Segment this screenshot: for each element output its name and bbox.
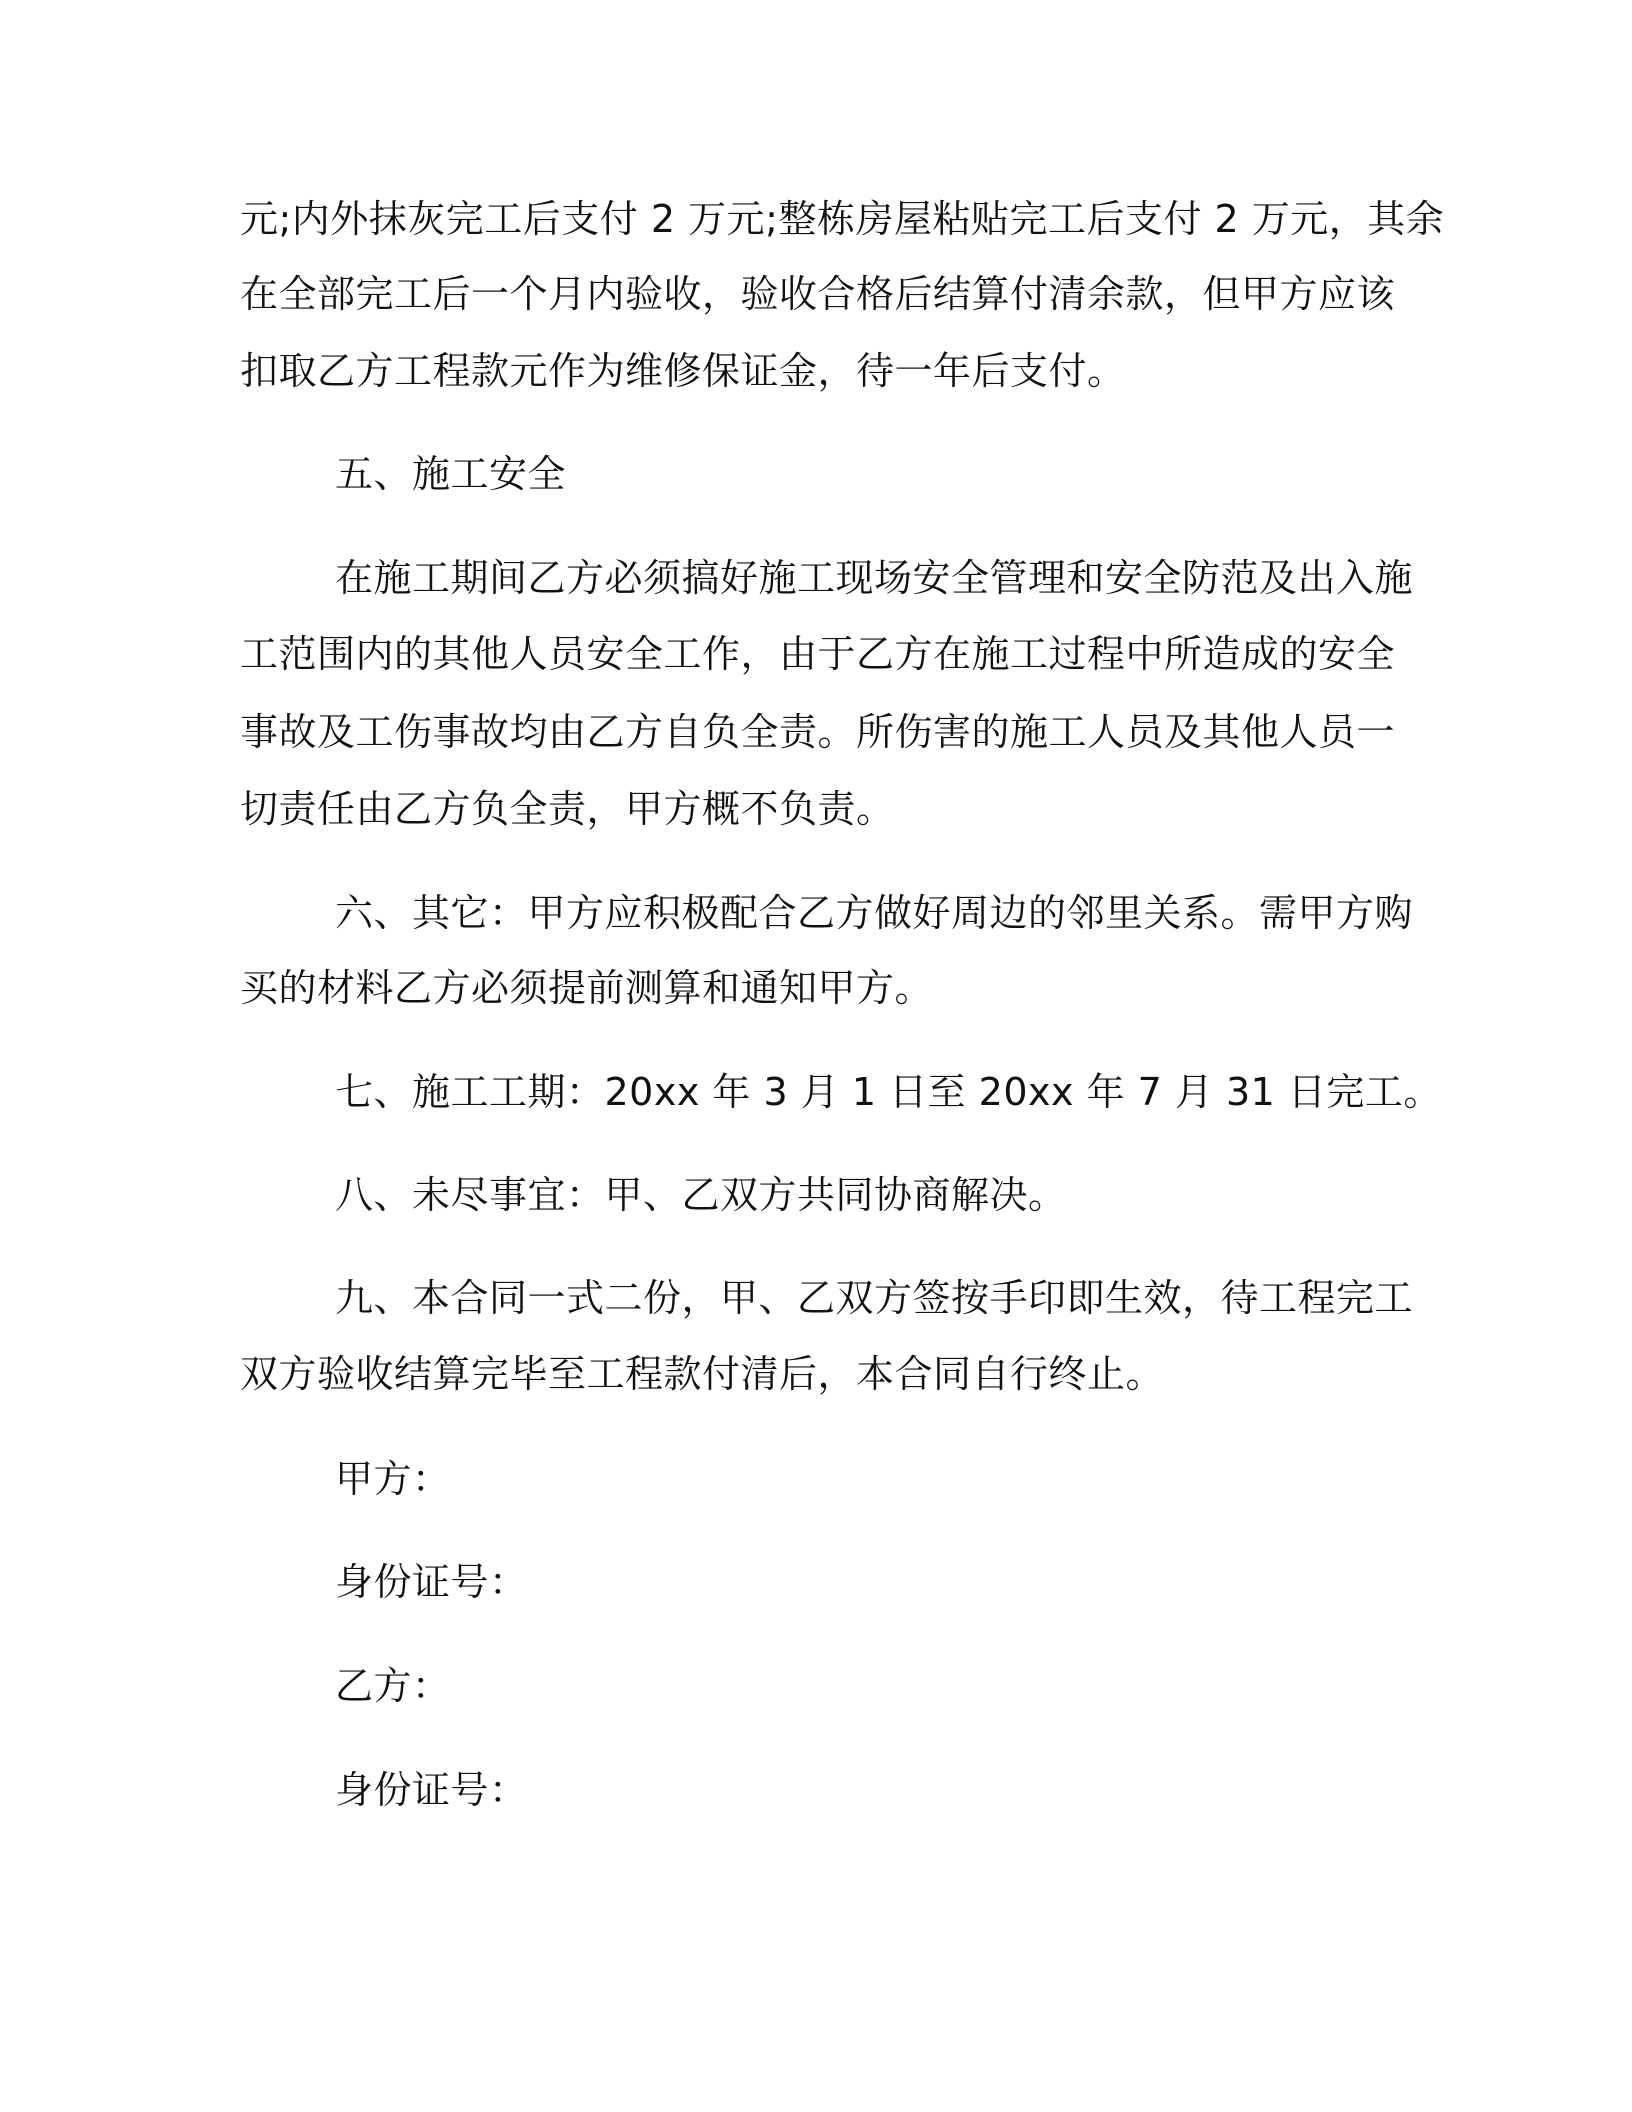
payment-terms-line-2: 在全部完工后一个月内验收，验收合格后结算付清余款，但甲方应该 (240, 272, 1396, 316)
section-6-line-1: 六、其它：甲方应积极配合乙方做好周边的邻里关系。需甲方购 (335, 891, 1414, 935)
section-9-line-1: 九、本合同一式二份，甲、乙双方签按手印即生效，待工程完工 (335, 1276, 1414, 1320)
section-5-heading: 五、施工安全 (335, 452, 567, 496)
section-5-body-line-3: 事故及工伤事故均由乙方自负全责。所伤害的施工人员及其他人员一 (240, 710, 1396, 754)
section-7-line: 七、施工工期：20xx 年 3 月 1 日至 20xx 年 7 月 31 日完工。 (335, 1070, 1442, 1114)
party-b-id-label: 身份证号： (335, 1768, 528, 1812)
section-9-line-2: 双方验收结算完毕至工程款付清后，本合同自行终止。 (240, 1352, 1165, 1396)
party-a-label: 甲方： (335, 1457, 451, 1501)
section-5-body-line-2: 工范围内的其他人员安全工作，由于乙方在施工过程中所造成的安全 (240, 632, 1396, 676)
party-b-label: 乙方： (335, 1664, 451, 1708)
section-5-body-line-1: 在施工期间乙方必须搞好施工现场安全管理和安全防范及出入施 (335, 556, 1414, 600)
payment-terms-line-1: 元;内外抹灰完工后支付 2 万元;整栋房屋粘贴完工后支付 2 万元，其余 (240, 197, 1445, 241)
section-5-body-line-4: 切责任由乙方负全责，甲方概不负责。 (240, 787, 895, 831)
party-a-id-label: 身份证号： (335, 1560, 528, 1604)
section-8-line: 八、未尽事宜：甲、乙双方共同协商解决。 (335, 1173, 1067, 1217)
section-6-line-2: 买的材料乙方必须提前测算和通知甲方。 (240, 966, 934, 1010)
payment-terms-line-3: 扣取乙方工程款元作为维修保证金，待一年后支付。 (240, 349, 1126, 393)
